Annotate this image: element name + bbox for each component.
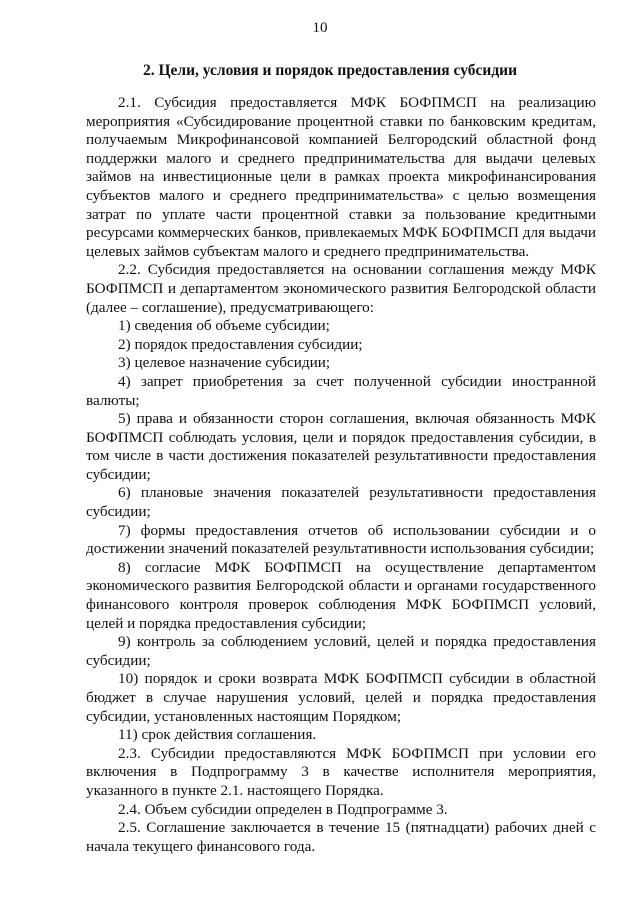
paragraph-2-4: 2.4. Объем субсидии определен в Подпрограмме 3. <box>118 800 448 818</box>
paragraph-2-1: 2.1. Субсидия предоставляется МФК БОФПМСП на реализацию мероприятия «Субсидирование процентной ставки по банковским кредитам, получаемым Микрофинансовой компанией Белгородский областной фонд поддержки малого и среднего предпринимательства для выдачи целевых займов на инвестиционные цели в рамках проекта микрофинансирования субъектов малого и среднего предпринимательства» с целью возмещения затрат по уплате части процентной ставки за пользование кредитными ресурсами коммерческих банков, привлекаемых МФК БОФПМСП для выдачи целевых займов субъектам малого и среднего предпринимательства. <box>86 94 596 260</box>
list-item: 9) контроль за соблюдением условий, целей и порядка предоставления субсидии; <box>86 633 596 669</box>
list-item: 6) плановые значения показателей результативности предоставления субсидии; <box>86 484 596 521</box>
paragraph-2-3: 2.3. Субсидии предоставляются МФК БОФПМСП при условии его включения в Подпрограмму 3 в качестве исполнителя мероприятия, указанного в пункте 2.1. настоящего Порядка. <box>86 744 596 799</box>
document-body <box>86 94 596 856</box>
paragraph-2-2: 2.2. Субсидия предоставляется на основании соглашения между МФК БОФПМСП и департаментом экономического развития Белгородской области (далее – соглашение), предусматривающего: <box>86 261 596 316</box>
list-item: 4) запрет приобретения за счет полученной субсидии иностранной валюты; <box>86 372 596 409</box>
page-number: 10 <box>312 20 328 36</box>
list-item: 5) права и обязанности сторон соглашения, включая обязанность МФК БОФПМСП соблюдать условия, цели и порядок предоставления субсидии, в том числе в части достижения показателей результативности предоставления субсидии; <box>86 410 596 483</box>
paragraph-2-5: 2.5. Соглашение заключается в течение 15 (пятнадцати) рабочих дней с начала текущего финансового года. <box>86 819 596 855</box>
list-item: 2) порядок предоставления субсидии; <box>118 335 363 353</box>
list-item: 1) сведения об объеме субсидии; <box>118 317 330 335</box>
list-item: 10) порядок и сроки возврата МФК БОФПМСП субсидии в областной бюджет в случае нарушения условий, целей и порядка предоставления субсидии, установленных настоящим Порядком; <box>86 670 596 725</box>
list-item: 3) целевое назначение субсидии; <box>118 354 331 372</box>
list-item: 8) согласие МФК БОФПМСП на осуществление департаментом экономического развития Белгородской области и органами государственного финансового контроля проверок соблюдения МФК БОФПМСП условий, целей и порядка предоставления субсидии; <box>86 558 596 632</box>
section-heading: 2. Цели, условия и порядок предоставления субсидии <box>142 62 518 79</box>
list-item: 7) формы предоставления отчетов об использовании субсидии и о достижении значений показателей результативности использования субсидии; <box>86 521 596 558</box>
list-item: 11) срок действия соглашения. <box>118 726 317 744</box>
